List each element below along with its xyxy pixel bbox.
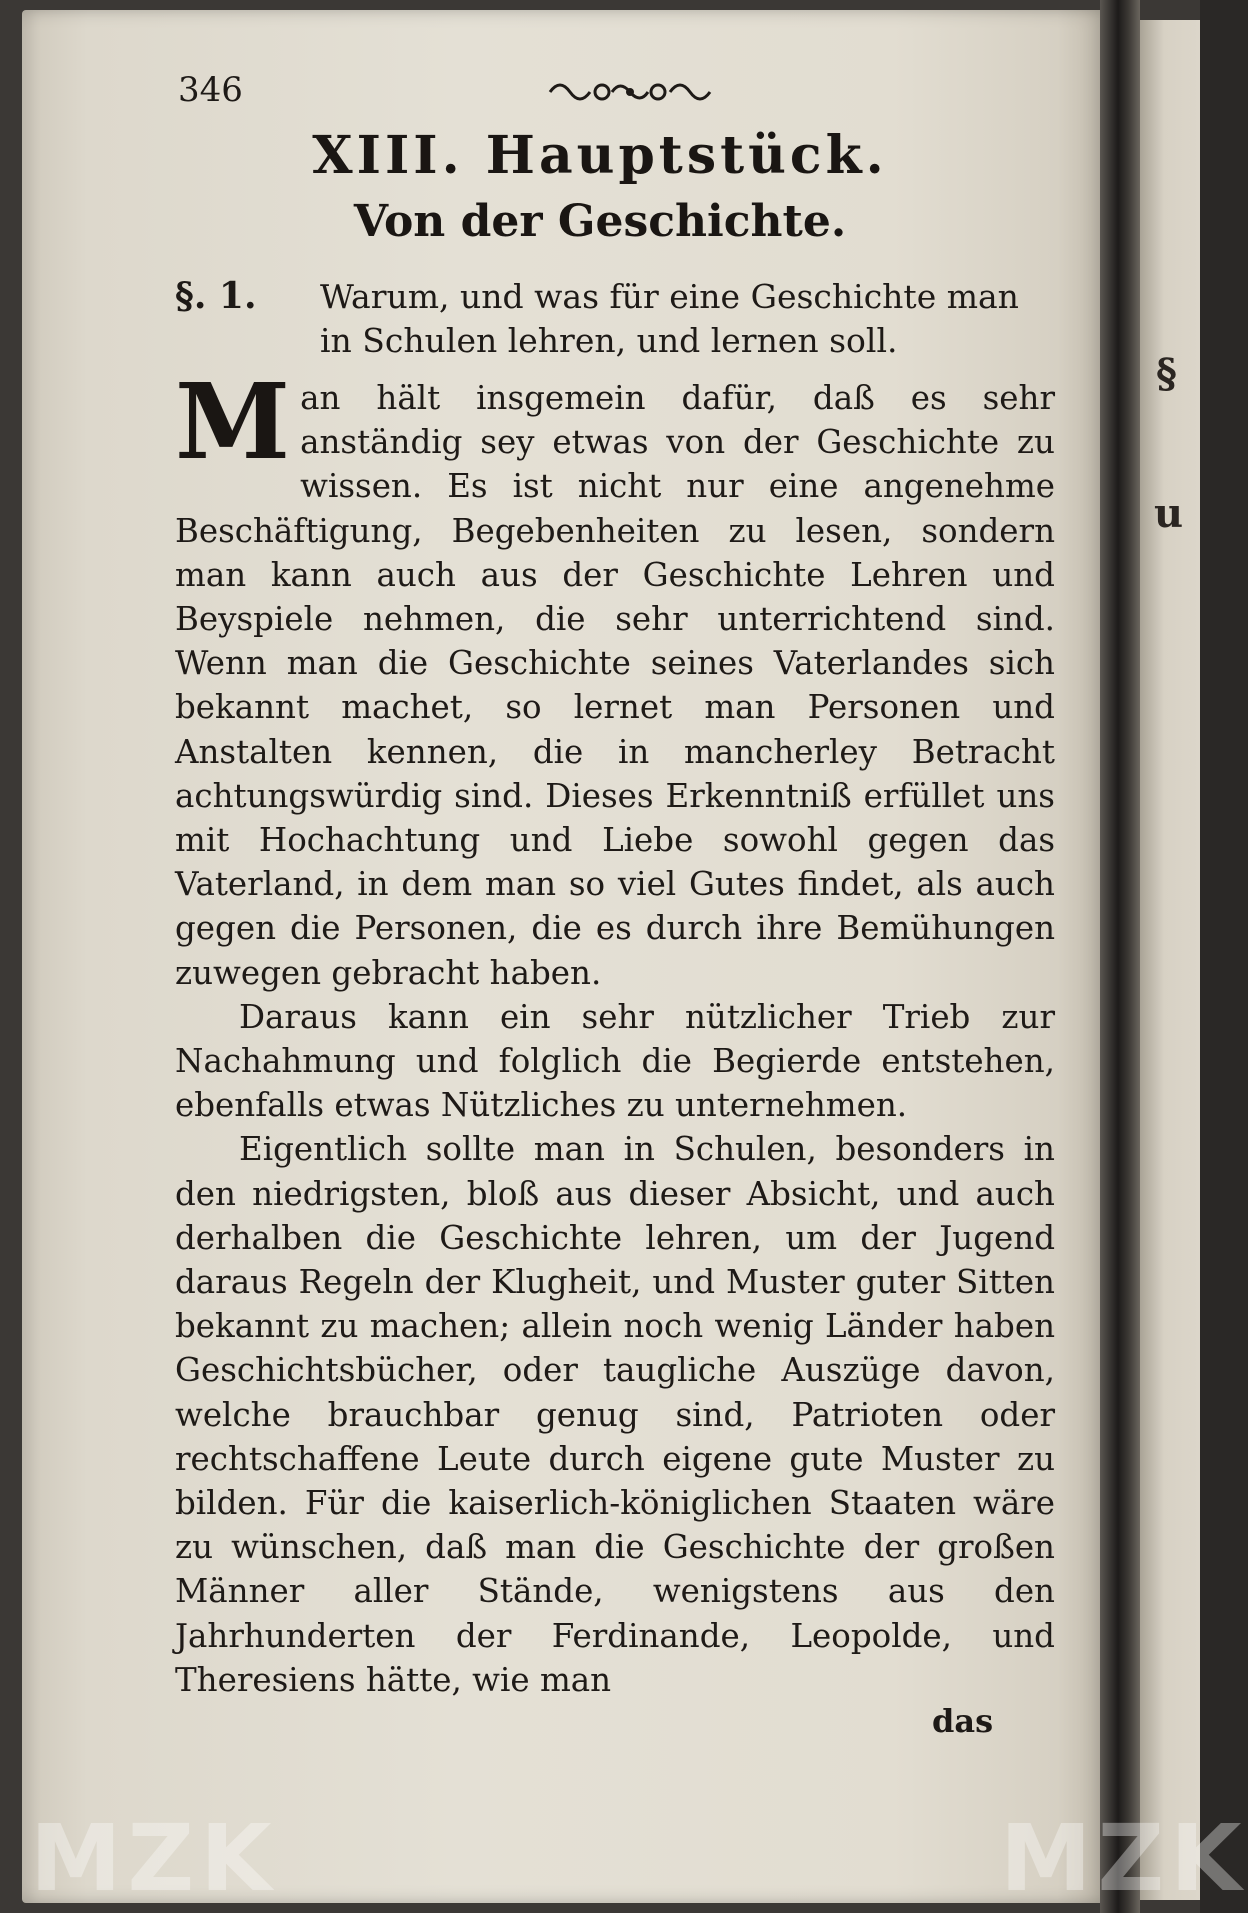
watermark-left: MZK: [30, 1805, 278, 1912]
paragraph-2: Daraus kann ein sehr nützlicher Trieb zur Nachahmung und folglich die Begierde entstehen, ebenfalls etwas Nützliches zu unternehmen.: [175, 997, 1055, 1125]
page-number: 346: [178, 70, 243, 110]
watermark-right: MZK: [1000, 1805, 1248, 1912]
drop-cap: M: [175, 360, 291, 483]
ornament-icon: [540, 74, 720, 110]
chapter-title: XIII. Hauptstück.: [312, 125, 888, 186]
section-heading: Warum, und was für eine Geschichte man in Schulen lehren, und lernen soll.: [320, 277, 1019, 360]
next-page-glyph-2: u: [1154, 490, 1184, 537]
next-page-glyph-1: §: [1156, 350, 1177, 397]
next-page-edge: [1140, 20, 1200, 1900]
chapter-subtitle: Von der Geschichte.: [353, 196, 847, 247]
paragraph-3: Eigentlich sollte man in Schulen, besonders in den niedrigsten, bloß aus dieser Absicht, und auch derhalben die Geschichte lehren, um der Jugend daraus Regeln der Klugheit, und Muster guter Sitten bekannt zu machen; allein noch wenig Länder haben Geschichtsbücher, oder taugliche Auszüge davon, welche brauchbar genug sind, Patrioten oder rechtschaffene Leute durch eigene gute Muster zu bilden. Für die kaiserlich-königlichen Staaten wäre zu wünschen, daß man die Geschichte der großen Männer aller Stände, wenigstens aus den Jahrhunderten der Ferdinande, Leopolde, und Theresiens hätte, wie man: [175, 1130, 1055, 1699]
catch-word: das: [932, 1702, 994, 1740]
body-text: [175, 360, 1055, 1702]
paragraph-1: [175, 360, 1055, 995]
section-mark: §. 1.: [175, 275, 257, 317]
paragraph-1-text: an hält insgemein dafür, daß es sehr anständig sey etwas von der Geschichte zu wissen. Es ist nicht nur eine angenehme Beschäftigung, Begebenheiten zu lesen, sondern man kann auch aus der Geschichte Lehren und Beyspiele nehmen, die sehr unterrichtend sind. Wenn man die Geschichte seines Vaterlandes sich bekannt machet, so lernet man Personen und Anstalten kennen, die in mancherley Betracht achtungswürdig sind. Dieses Erkenntniß erfüllet uns mit Hochachtung und Liebe sowohl gegen das Vaterland, in dem man so viel Gutes findet, als auch gegen die Personen, die es durch ihre Bemühungen zuwegen gebracht haben.: [175, 379, 1055, 992]
book-gutter: [1100, 0, 1140, 1913]
